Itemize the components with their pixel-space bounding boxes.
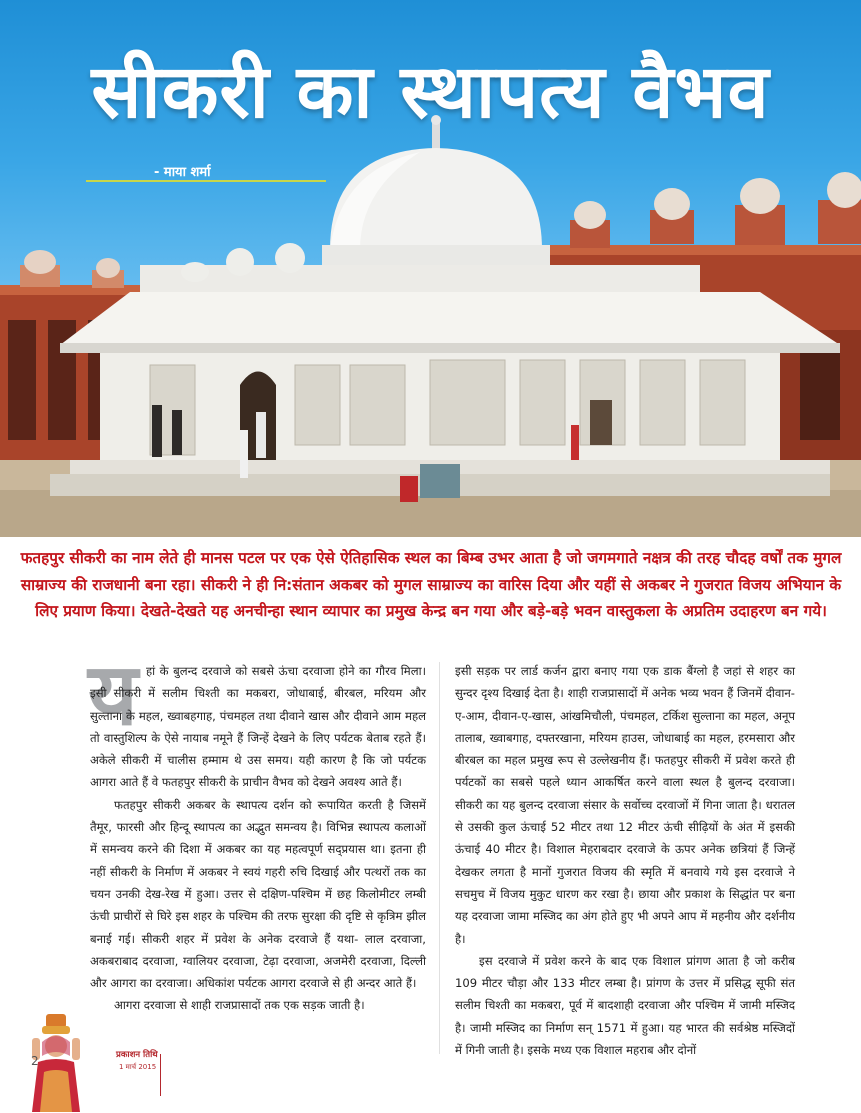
author-byline: - माया शर्मा (154, 165, 211, 180)
dancer-illustration (14, 1012, 102, 1112)
article-title: सीकरी का स्थापत्य वैभव (91, 49, 770, 135)
left-paragraph-1: हां के बुलन्द दरवाजे को सबसे ऊंचा दरवाजा होने का गौरव मिला। इसी सीकरी में सलीम चिश्ती का मकबरा, जोधाबाई, बीरबल, मरियम और सुल्ताना के महल, ख्वाबहगाह, पंचमहल तथा दीवाने खास और दीवाने आम महल तो वास्तुशिल्प के ऐसे नायाब नमूने हैं जिन्हें देखने के लिए पर्यटक बेताब रहते हैं। अकेले सीकरी में चालीस हम्माम थे उस समय। यही कारण है कि जो पर्यटक आगरा आते हैं वे फतहपुर सीकरी के प्राचीन वैभव को देखने अवश्य आते हैं। (90, 664, 426, 790)
right-paragraph-2: इस दरवाजे में प्रवेश करने के बाद एक विशाल प्रांगण आता है जो करीब 109 मीटर चौड़ा और 133 मीटर लम्बा है। प्रांगण के उत्तर में प्रसिद्ध सूफी संत सलीम चिश्ती का मकबरा, पूर्व में बादशाही दरवाजा और पश्चिम में जामी मस्जिद है। जामी मस्जिद का निर्माण सन् 1571 में हुआ। यह भारत की सर्वश्रेष्ठ मस्जिदों में गिनी जाती है। इसके मध्य एक विशाल महराब और दोनों (455, 953, 795, 1058)
author-underline (86, 180, 326, 182)
column-divider (439, 662, 440, 1054)
footer-rule (160, 1054, 161, 1096)
left-column (90, 660, 426, 1017)
magazine-name: प्रकाशन तिथि (116, 1050, 158, 1060)
page-number: 2 (31, 1054, 39, 1068)
left-paragraph-2: फतहपुर सीकरी अकबर के स्थापत्य दर्शन को रूपायित करती है जिसमें तैमूर, फारसी और हिन्दू स्थापत्य का अद्भुत समन्वय है। विभिन्न स्थापत्य कलाओं में समन्वय करने की दिशा में अकबर का यह महत्वपूर्ण सद्प्रयास था। इतना ही नहीं सीकरी के निर्माण में अकबर ने स्वयं गहरी रुचि दिखाई और पत्थरों तक का चयन उनकी देख-रेख में हुआ। उत्तर से दक्षिण-पश्चिम में छह किलोमीटर लम्बी ऊंची प्राचीरों से घिरे इस शहर के पश्चिम की तरफ सुरक्षा की दृष्टि से कृत्रिम झील बनाई गई। सीकरी शहर में प्रवेश के अनेक दरवाजे हैं यथा- लाल दरवाजा, अकबराबाद दरवाजा, ग्वालियर दरवाजा, टेढ़ा दरवाजा, अजमेरी दरवाजा, दिल्ली और आगरा का दरवाजा। अधिकांश पर्यटक आगरा दरवाजे से ही अन्दर आते हैं। (90, 797, 426, 991)
intro-paragraph: फतहपुर सीकरी का नाम लेते ही मानस पटल पर एक ऐसे ऐतिहासिक स्थल का बिम्ब उभर आता है जो जगमगाते नक्षत्र की तरह चौदह वर्षों तक मुगल साम्राज्य की राजधानी बना रहा। सीकरी ने ही नि:संतान अकबर को मुगल साम्राज्य का वारिस दिया और यहीं से अकबर ने गुजरात विजय अभियान के लिए प्रयाण किया। देखते-देखते यह अनचीन्हा स्थान व्यापार का प्रमुख केन्द्र बन गया और बड़े-बड़े भवन वास्तुकला के अप्रतिम उदाहरण बन गये। (20, 549, 842, 620)
hero-photo (0, 0, 861, 537)
right-paragraph-1: इसी सड़क पर लार्ड कर्जन द्वारा बनाए गया एक डाक बैंग्लो है जहां से शहर का सुन्दर दृश्य दिखाई देता है। शाही राजप्रासादों में अनेक भव्य भवन हैं जिनमें दीवान-ए-आम, दीवान-ए-खास, आंखमिचौली, पंचमहल, टर्किश सुल्ताना का महल, अनूप तालाब, ख्वाबगाह, दफ्तरखाना, मरियम हाउस, जोधाबाई का महल, हरमसारा और बीरबल का महल प्रमुख रूप से उल्लेखनीय हैं। फतहपुर सीकरी में प्रवेश करते ही पर्यटकों का सबसे पहले ध्यान आकर्षित करने वाला स्थल है बुलन्द दरवाजा। सीकरी का यह बुलन्द दरवाजा संसार के सर्वोच्च दरवाजों में गिना जाता है। धरातल से उसकी कुल ऊंचाई 52 मीटर तथा 12 मीटर ऊंची सीढ़ियों के अंत में इसकी ऊंचाई 40 मीटर है। विशाल मेहराबदार दरवाजे के ऊपर अनेक छत्रियां हैं जिन्हें देखकर लगता है मानों गुजरात विजय की स्मृति में बनवाये गये इस दरवाजे ने सचमुच में विजय मुकुट धारण कर रखा है। छाया और प्रकाश के सिद्धांत पर बना यह दरवाजा जामा मस्जिद का अंग होते हुए भी अपने आप में महनीय और दर्शनीय है। (455, 664, 795, 946)
left-paragraph-3: आगरा दरवाजा से शाही राजप्रासादों तक एक सड़क जाती है। (114, 998, 365, 1013)
drop-cap: य (88, 645, 138, 745)
issue-date: 1 मार्च 2015 (119, 1063, 157, 1071)
right-column (455, 660, 795, 1061)
